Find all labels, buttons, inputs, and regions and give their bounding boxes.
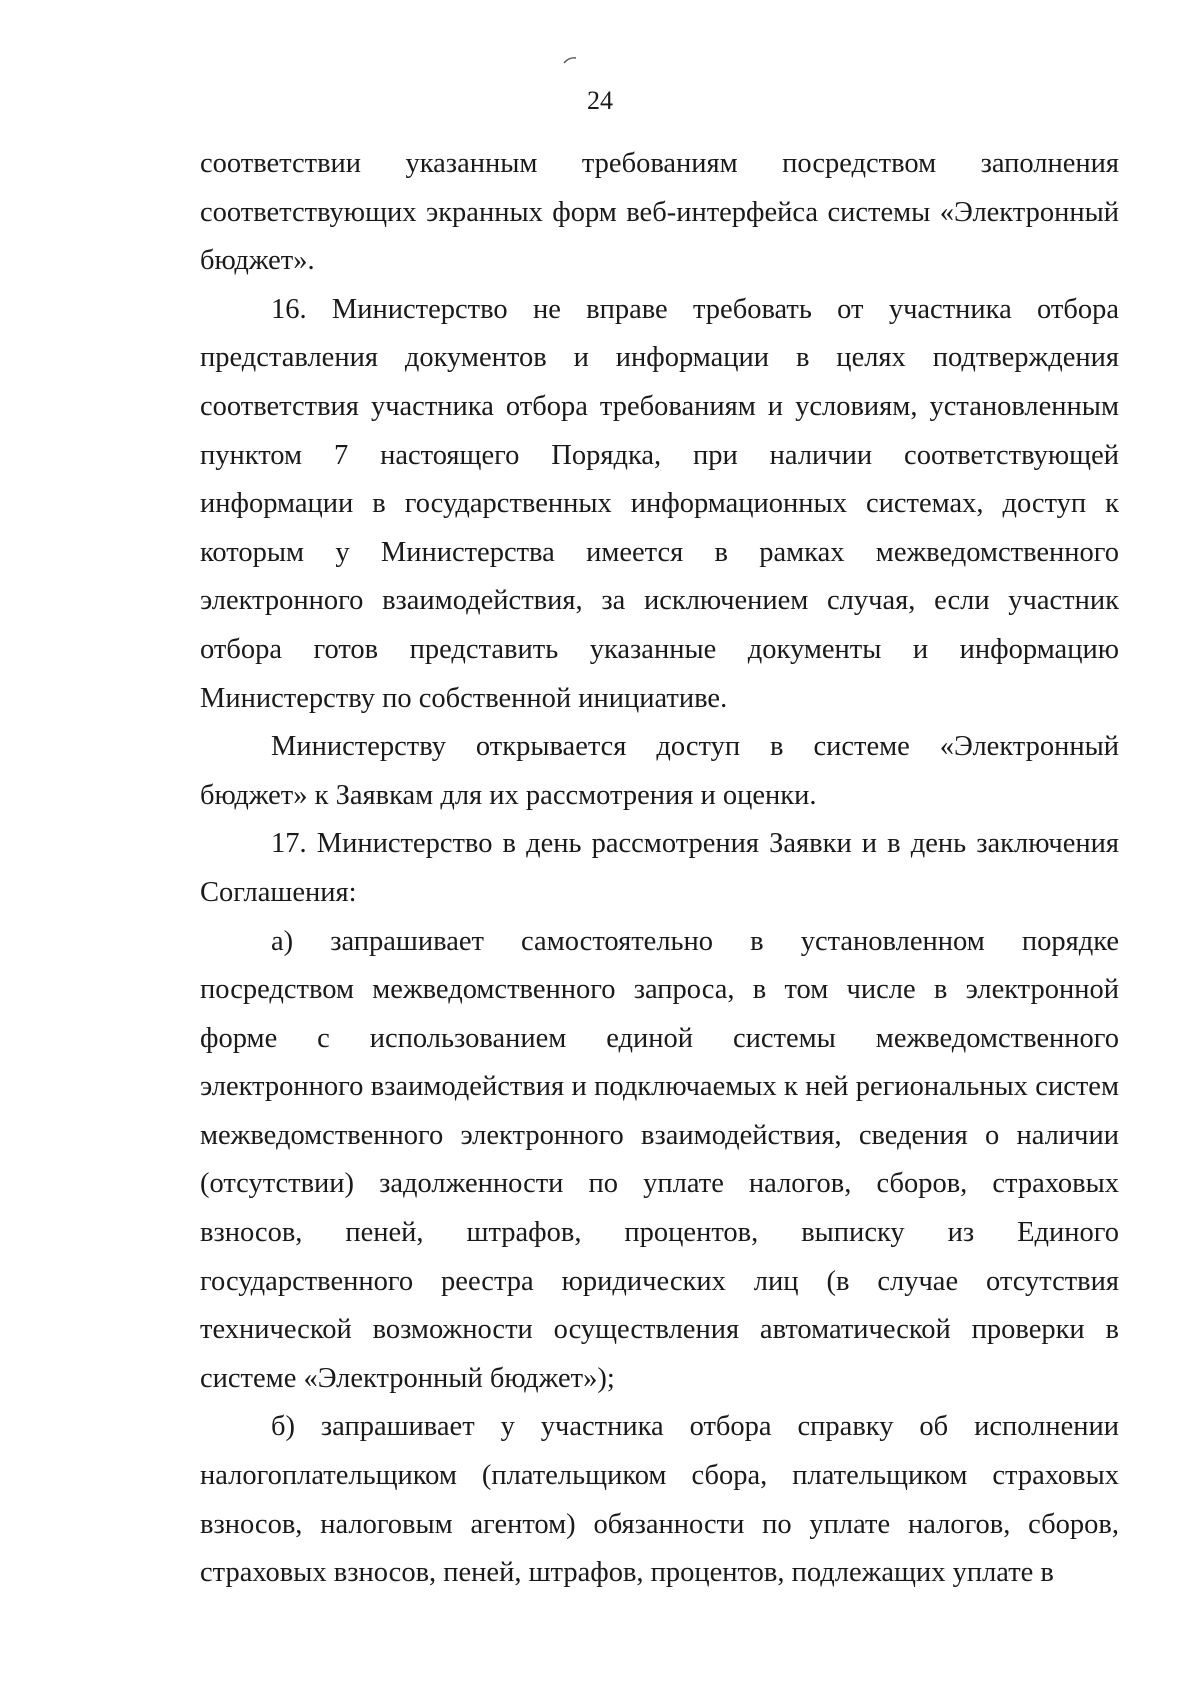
page-number: 24 — [587, 86, 613, 115]
paragraph-item-16: 16. Министерство не вправе требовать от участника отбора представления документов и информации в целях подтверждения соответствия участника отбора требованиям и условиям, установленным пунктом 7 настоящего Порядка, при наличии соответствующей информации в государственных информационных системах, доступ к которым у Министерства имеется в рамках межведомственного электронного взаимодействия, за исключением случая, если участник отбора готов представить указанные документы и информацию Министерству по собственной инициативе. — [200, 293, 1119, 714]
document-body — [200, 140, 1119, 1598]
paragraph-item-17: 17. Министерство в день рассмотрения Заявки и в день заключения Соглашения: — [200, 828, 1119, 908]
paragraph-subitem-a: а) запрашивает самостоятельно в установленном порядке посредством межведомственного запроса, в том числе в электронной форме с использованием единой системы межведомственного электронного взаимодействия и подключаемых к ней региональных систем межведомственного электронного взаимодействия, сведения о наличии (отсутствии) задолженности по уплате налогов, сборов, страховых взносов, пеней, штрафов, процентов, выписку из Единого государственного реестра юридических лиц (в случае отсутствия технической возможности осуществления автоматической проверки в системе «Электронный бюджет»); — [200, 925, 1119, 1394]
paragraph-continuation: соответствии указанным требованиям посредством заполнения соответствующих экранных форм веб-интерфейса системы «Электронный бюджет». — [200, 148, 1119, 277]
scan-artifact-mark — [563, 56, 577, 64]
paragraph-subitem-b: б) запрашивает у участника отбора справку об исполнении налогоплательщиком (плательщиком сбора, плательщиком страховых взносов, налоговым агентом) обязанности по уплате налогов, сборов, страховых взносов, пеней, штрафов, процентов, подлежащих уплате в — [200, 1411, 1119, 1589]
paragraph-access: Министерству открывается доступ в системе «Электронный бюджет» к Заявкам для их рассмотрения и оценки. — [200, 731, 1119, 811]
